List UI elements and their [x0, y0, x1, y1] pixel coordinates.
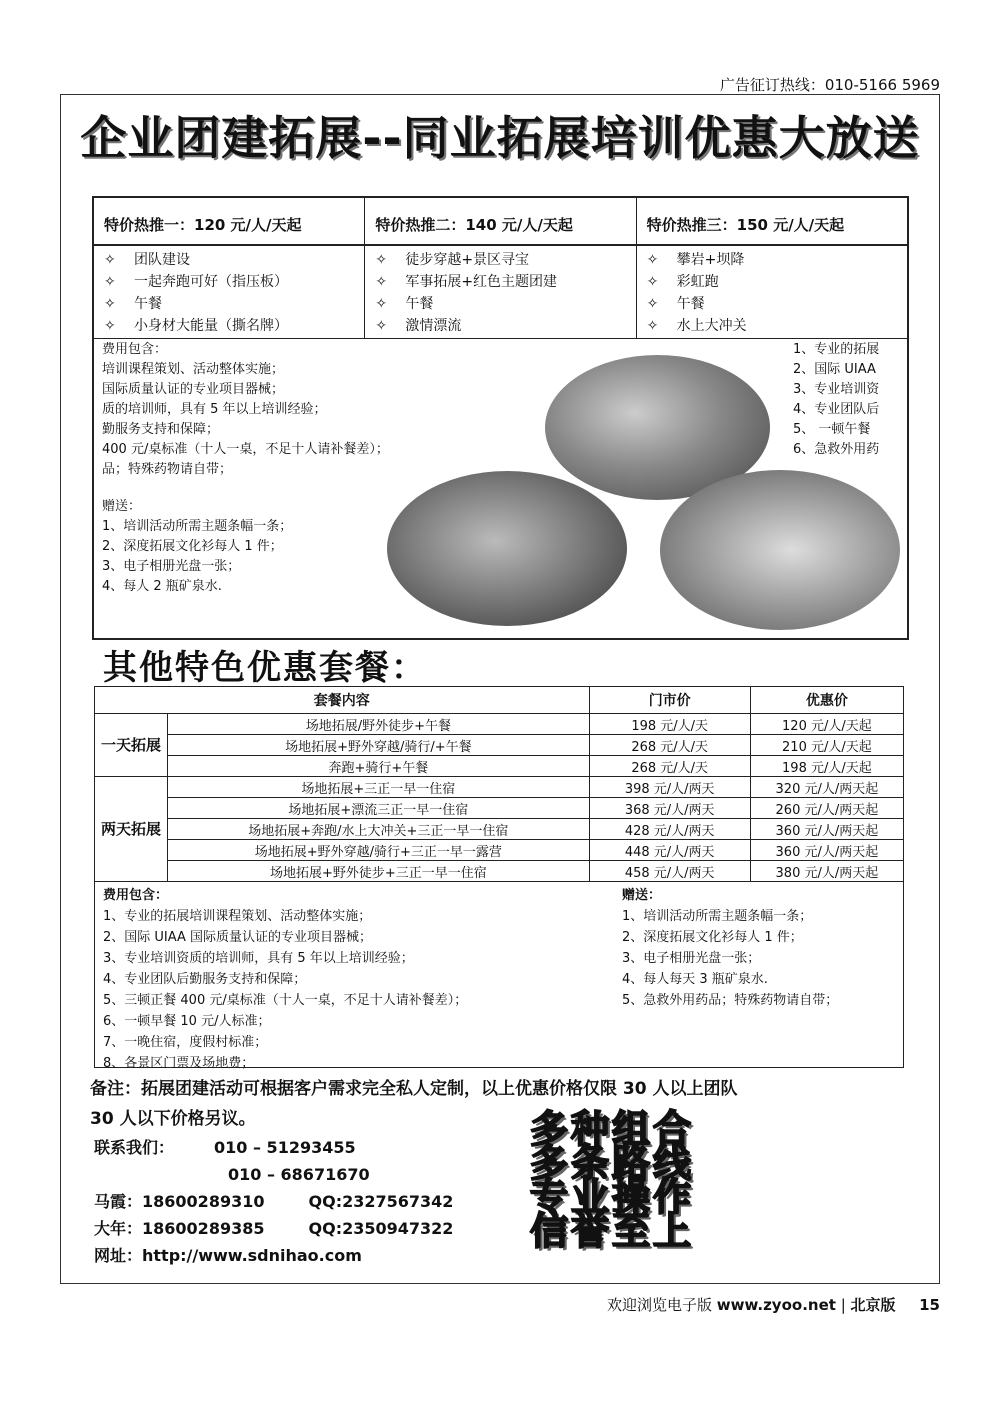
fee-title: 费用包含： — [103, 888, 169, 903]
table-row — [95, 819, 904, 840]
cell-deal: 360 元/人/两天起 — [750, 840, 903, 861]
promo-header-2: 特价热推二：140 元/人/天起 — [365, 198, 636, 244]
list-item: ✧ 徒步穿越+景区寻宝 — [375, 249, 635, 271]
list-item: 2、国际 UIAA — [793, 362, 876, 377]
star-bullet-icon: ✧ — [104, 274, 116, 290]
list-item: ✧ 彩虹跑 — [647, 271, 907, 293]
contact-name: 马霞： — [94, 1192, 143, 1211]
ad-hotline: 广告征订热线：010-5166 5969 — [719, 76, 940, 94]
list-item: 5、急救外用药品；特殊药物请自带； — [622, 993, 839, 1008]
list-item: 4、每人 2 瓶矿泉水. — [102, 579, 222, 594]
list-item: 勤服务支持和保障； — [102, 422, 220, 437]
mobile-number[interactable]: 18600289310 — [142, 1192, 265, 1211]
list-item: 国际质量认证的专业项目器械； — [102, 382, 285, 397]
rafting-photo — [387, 471, 627, 626]
slogan-line: 专业操作 — [530, 1175, 695, 1219]
cell-content: 奔跑+骑行+午餐 — [168, 756, 590, 777]
list-item: 品；特殊药物请自带； — [102, 462, 233, 477]
gift-title: 赠送： — [102, 499, 142, 514]
star-bullet-icon: ✧ — [104, 318, 116, 334]
contact-label: 联系我们： — [94, 1138, 175, 1157]
star-bullet-icon: ✧ — [646, 318, 659, 334]
contact-name: 大年： — [94, 1219, 143, 1238]
cell-deal: 360 元/人/两天起 — [750, 819, 903, 840]
list-item: 4、每人每天 3 瓶矿泉水. — [622, 972, 768, 987]
star-bullet-icon: ✧ — [104, 252, 116, 268]
page-title: 企业团建拓展--同业拓展培训优惠大放送 — [80, 111, 920, 165]
cell-deal: 260 元/人/两天起 — [750, 798, 903, 819]
list-item: 8、各景区门票及场地费； — [103, 1056, 255, 1071]
promo-gifts — [102, 497, 292, 597]
promo-fee-includes — [102, 340, 389, 480]
table-header-row — [95, 687, 904, 714]
notes-gifts — [622, 885, 838, 1011]
list-item: 3、电子相册光盘一张； — [622, 951, 761, 966]
list-item: ✧ 午餐 — [375, 293, 635, 315]
website-link[interactable]: http://www.sdnihao.com — [142, 1246, 362, 1265]
header-content: 套餐内容 — [95, 687, 590, 714]
page-footer — [607, 1294, 940, 1315]
star-bullet-icon: ✧ — [375, 318, 388, 334]
table-row — [95, 735, 904, 756]
cell-deal: 198 元/人/天起 — [750, 756, 903, 777]
remark-line-2: 30 人以下价格另议。 — [90, 1109, 256, 1129]
list-item: 5、 一顿午餐 — [793, 422, 871, 437]
cell-price: 448 元/人/两天 — [589, 840, 750, 861]
list-item: 4、专业团队后勤服务支持和保障； — [103, 972, 307, 987]
phone-number[interactable]: 010 – 68671670 — [228, 1165, 370, 1184]
one-day-label: 一天拓展 — [95, 714, 168, 777]
page-number: 15 — [919, 1296, 940, 1314]
other-packages-title: 其他特色优惠套餐： — [103, 648, 427, 688]
notes-fee-includes — [103, 885, 467, 1074]
list-item: 2、深度拓展文化衫每人 1 件； — [622, 930, 803, 945]
cell-price: 458 元/人/两天 — [589, 861, 750, 882]
cell-deal: 380 元/人/两天起 — [750, 861, 903, 882]
cell-content: 场地拓展+野外徒步+三正一早一住宿 — [168, 861, 590, 882]
footer-url-link[interactable]: www.zyoo.net — [716, 1296, 836, 1314]
two-day-label: 两天拓展 — [95, 777, 168, 882]
footer-separator: | — [840, 1296, 846, 1314]
list-item: ✧ 小身材大能量（撕名牌） — [104, 315, 364, 337]
gift-title: 赠送： — [622, 888, 662, 903]
list-item: ✧ 团队建设 — [104, 249, 364, 271]
footer-edition: 北京版 — [850, 1296, 896, 1314]
list-item: 7、一晚住宿，度假村标准； — [103, 1035, 268, 1050]
table-row — [95, 861, 904, 882]
cell-deal: 120 元/人/天起 — [750, 714, 903, 735]
list-item: ✧ 攀岩+坝降 — [647, 249, 907, 271]
list-item: 质的培训师，具有 5 年以上培训经验； — [102, 402, 327, 417]
list-item: ✧ 一起奔跑可好（指压板） — [104, 271, 364, 293]
table-row — [95, 756, 904, 777]
star-bullet-icon: ✧ — [375, 274, 388, 290]
slogan-line: 信誉至上 — [530, 1209, 695, 1253]
contact-block — [94, 1134, 453, 1269]
footer-text: 欢迎浏览电子版 — [606, 1296, 712, 1314]
list-item: 3、电子相册光盘一张； — [102, 559, 241, 574]
list-item: ✧ 午餐 — [104, 293, 364, 315]
list-item: 培训课程策划、活动整体实施； — [102, 362, 285, 377]
cell-content: 场地拓展/野外徒步+午餐 — [168, 714, 590, 735]
list-item: 3、专业培训资质的培训师，具有 5 年以上培训经验； — [103, 951, 414, 966]
header-price: 门市价 — [589, 687, 750, 714]
water-obstacle-photo — [660, 470, 900, 630]
promo-header-row — [94, 198, 907, 246]
cell-content: 场地拓展+漂流三正一早一住宿 — [168, 798, 590, 819]
cell-price: 268 元/人/天 — [589, 756, 750, 777]
header-deal: 优惠价 — [750, 687, 903, 714]
star-bullet-icon: ✧ — [104, 296, 116, 312]
list-item: 1、培训活动所需主题条幅一条； — [102, 519, 293, 534]
slogan-line: 多种组合 — [530, 1107, 695, 1151]
star-bullet-icon: ✧ — [646, 274, 659, 290]
table-row — [95, 714, 904, 735]
promo-header-3: 特价热推三：150 元/人/天起 — [646, 216, 845, 234]
cell-content: 场地拓展+野外穿越/骑行/+午餐 — [168, 735, 590, 756]
list-item: ✧ 激情漂流 — [375, 315, 635, 337]
cell-content: 场地拓展+野外穿越/骑行+三正一早一露营 — [168, 840, 590, 861]
cell-content: 场地拓展+三正一早一住宿 — [168, 777, 590, 798]
star-bullet-icon: ✧ — [375, 252, 388, 268]
list-item: 5、三顿正餐 400 元/桌标准（十人一桌，不足十人请补餐差）； — [103, 993, 468, 1008]
packages-table — [94, 686, 904, 882]
promo-fee-right — [793, 340, 879, 460]
star-bullet-icon: ✧ — [375, 296, 388, 312]
star-bullet-icon: ✧ — [646, 252, 659, 268]
star-bullet-icon: ✧ — [646, 296, 659, 312]
list-item: 2、深度拓展文化衫每人 1 件； — [102, 539, 283, 554]
slogan-line: 多条路线 — [530, 1141, 695, 1185]
cell-price: 198 元/人/天 — [589, 714, 750, 735]
list-item: ✧ 军事拓展+红色主题团建 — [375, 271, 635, 293]
table-row — [95, 840, 904, 861]
remark-line: 备注：拓展团建活动可根据客户需求完全私人定制，以上优惠价格仅限 30 人以上团队 — [90, 1079, 738, 1099]
qq-number[interactable]: QQ:2350947322 — [308, 1219, 454, 1238]
cell-deal: 210 元/人/天起 — [750, 735, 903, 756]
list-item: ✧ 午餐 — [647, 293, 907, 315]
list-item: 400 元/桌标准（十人一桌，不足十人请补餐差）； — [102, 442, 389, 457]
cell-price: 428 元/人/两天 — [589, 819, 750, 840]
mobile-number[interactable]: 18600289385 — [142, 1219, 265, 1238]
cell-price: 398 元/人/两天 — [589, 777, 750, 798]
cell-price: 268 元/人/天 — [589, 735, 750, 756]
promo-column-3 — [637, 246, 907, 338]
website-label: 网址： — [94, 1246, 143, 1265]
list-item: ✧ 水上大冲关 — [647, 315, 907, 337]
table-row — [95, 777, 904, 798]
cell-deal: 320 元/人/两天起 — [750, 777, 903, 798]
list-item: 1、培训活动所需主题条幅一条； — [622, 909, 813, 924]
promo-column-2 — [365, 246, 636, 338]
list-item: 1、专业的拓展 — [793, 342, 880, 357]
promo-header-1: 特价热推一：120 元/人/天起 — [94, 198, 365, 244]
promo-column-1 — [94, 246, 365, 338]
qq-number[interactable]: QQ:2327567342 — [308, 1192, 454, 1211]
list-item: 6、一顿早餐 10 元/人标准； — [103, 1014, 271, 1029]
list-item: 2、国际 UIAA 国际质量认证的专业项目器械； — [103, 930, 373, 945]
table-row — [95, 798, 904, 819]
phone-number[interactable]: 010 – 51293455 — [214, 1138, 356, 1157]
promo-item-columns — [94, 246, 907, 339]
list-item: 1、专业的拓展培训课程策划、活动整体实施； — [103, 909, 372, 924]
fee-title: 费用包含： — [102, 342, 168, 357]
list-item: 3、专业培训资 — [793, 382, 880, 397]
list-item: 6、急救外用药 — [793, 442, 880, 457]
slogan-block — [530, 1107, 695, 1253]
cell-price: 368 元/人/两天 — [589, 798, 750, 819]
list-item: 4、专业团队后 — [793, 402, 880, 417]
cell-content: 场地拓展+奔跑/水上大冲关+三正一早一住宿 — [168, 819, 590, 840]
